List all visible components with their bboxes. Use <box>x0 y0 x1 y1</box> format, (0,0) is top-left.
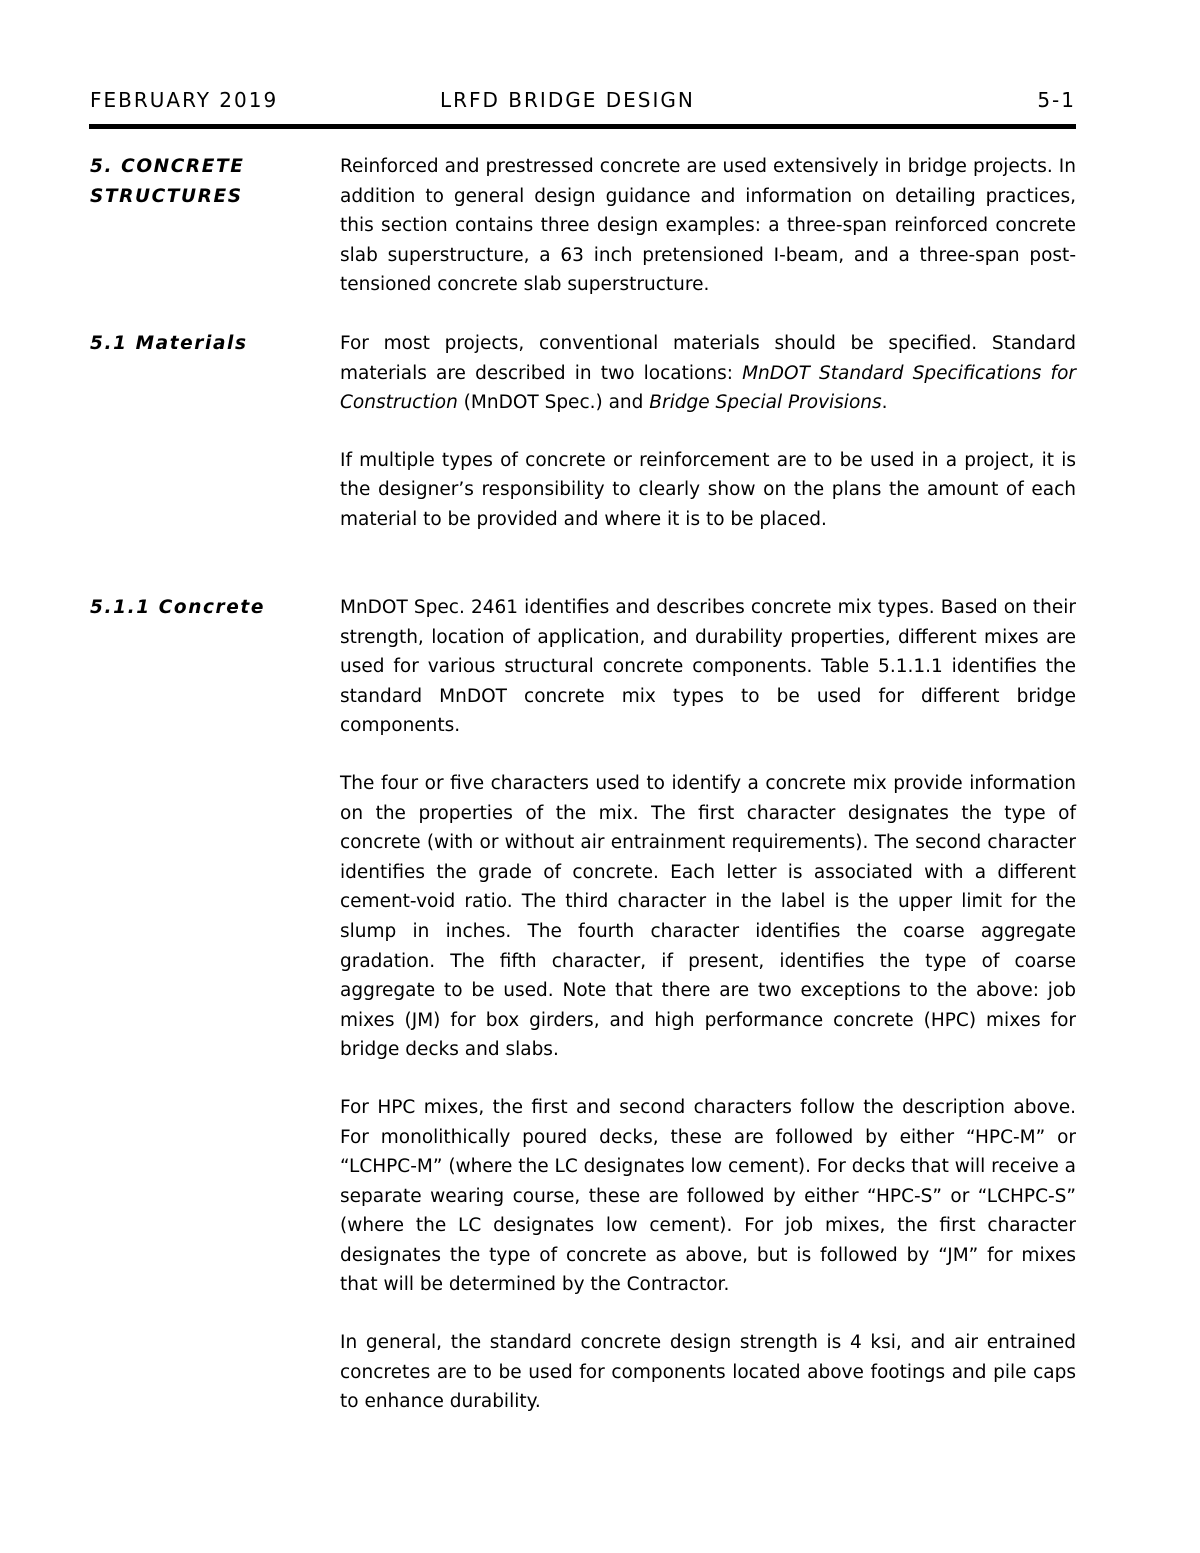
section-5-1-1-paragraph-3: For HPC mixes, the first and second characters follow the description above. For monolithically poured decks, these are followed by either “HPC-M” or “LCHPC-M” (where the LC designates low cement). For decks that will receive a separate wearing course, these are followed by either “HPC-S” or “LCHPC-S” (where the LC designates low cement). For job mixes, the first character designates the type of concrete as above, but is followed by “JM” for mixes that will be determined by the Contractor. <box>340 1096 1076 1296</box>
section-5-1-1-paragraph-4: In general, the standard concrete design strength is 4 ksi, and air entrained concretes are to be used for components located above footings and pile caps to enhance durability. <box>340 1332 1076 1413</box>
section-5-1-paragraph-1 <box>340 329 1076 418</box>
section-5-1-1-paragraph-1: MnDOT Spec. 2461 identifies and describes concrete mix types. Based on their strength, location of application, and durability properties, different mixes are used for various structural concrete components. Table 5.1.1.1 identifies the standard MnDOT concrete mix types to be used for different bridge components. <box>340 597 1076 737</box>
section-5-1-body <box>340 329 1076 563</box>
section-5-paragraph-1: Reinforced and prestressed concrete are used extensively in bridge projects. In addition to general design guidance and information on detailing practices, this section contains three design examples: a three-span reinforced concrete slab superstructure, a 63 inch pretensioned I-beam, and a three-span post-tensioned concrete slab superstructure. <box>340 156 1076 296</box>
section-5-1-paragraph-1-text-b: (MnDOT Spec.) and <box>457 392 650 414</box>
section-heading-5-1: 5.1 Materials <box>90 333 248 354</box>
section-5-1-1-paragraph-2: The four or five characters used to identify a concrete mix provide information on the properties of the mix. The first character designates the type of concrete (with or without air entrainment requirements). The second character identifies the grade of concrete. Each letter is associated with a different cement-void ratio. The third character in the label is the upper limit for the slump in inches. The fourth character identifies the coarse aggregate gradation. The fifth character, if present, identifies the type of coarse aggregate to be used. Note that there are two exceptions to the above: job mixes (JM) for box girders, and high performance concrete (HPC) mixes for bridge decks and slabs. <box>340 772 1076 1061</box>
page-header <box>90 88 1076 120</box>
section-heading-5-1-1: 5.1.1 Concrete <box>90 597 265 618</box>
header-date: FEBRUARY 2019 <box>90 88 279 112</box>
reference-bridge-special-provisions: Bridge Special Provisions <box>649 392 882 414</box>
section-5-1-paragraph-1-text-a: For most projects, conventional materials should be specified. Standard materials are described in two locations: <box>340 333 1076 384</box>
section-heading-5 <box>90 152 310 212</box>
reference-standard-specifications: MnDOT Standard Specifications for Construction <box>340 362 1076 414</box>
section-heading-5-line2: STRUCTURES <box>90 186 243 207</box>
section-heading-5-line1: 5. CONCRETE <box>90 156 245 177</box>
section-5-1-paragraph-1-text-c: . <box>881 392 888 414</box>
header-page-number: 5-1 <box>1037 88 1076 112</box>
header-title: LRFD BRIDGE DESIGN <box>440 88 695 112</box>
section-5-1-paragraph-2: If multiple types of concrete or reinforcement are to be used in a project, it is the designer’s responsibility to clearly show on the plans the amount of each material to be provided and where it is to be placed. <box>340 449 1076 530</box>
header-rule <box>89 124 1076 129</box>
section-5-1-1-body <box>340 593 1076 1445</box>
section-5-body <box>340 152 1076 328</box>
